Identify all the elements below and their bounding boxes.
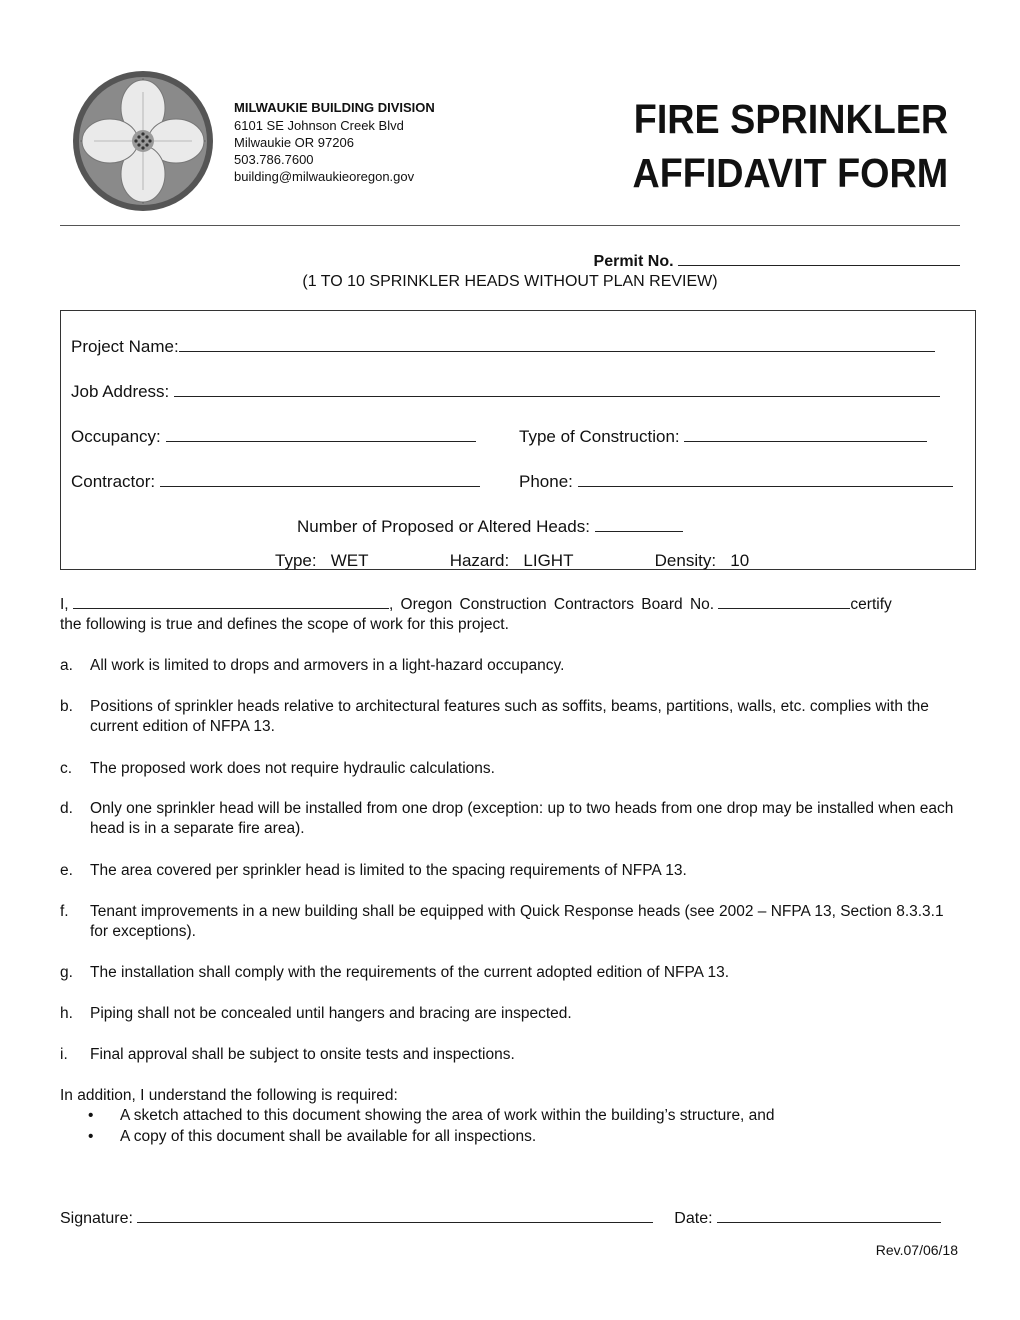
certify-prefix: I, bbox=[60, 596, 69, 613]
type-hazard-density-row bbox=[275, 551, 749, 571]
certify-line1 bbox=[60, 595, 960, 615]
item-text: Piping shall not be concealed until hangers and bracing are inspected. bbox=[90, 1005, 572, 1022]
item-text: All work is limited to drops and armovers in a light-hazard occupancy. bbox=[90, 657, 565, 674]
contractor-row bbox=[71, 472, 480, 492]
density-label: Density: bbox=[654, 551, 717, 570]
type-construction-row bbox=[519, 427, 927, 447]
occupancy-label: Occupancy: bbox=[71, 427, 161, 446]
organization-info bbox=[234, 99, 435, 185]
bullet-marker: • bbox=[88, 1107, 94, 1124]
type-label: Type: bbox=[275, 551, 317, 570]
certify-line2: the following is true and defines the scope of work for this project. bbox=[60, 616, 509, 633]
ccb-number-field[interactable] bbox=[718, 596, 850, 609]
occupancy-field[interactable] bbox=[166, 427, 476, 442]
signature-row bbox=[60, 1208, 941, 1228]
phone-row bbox=[519, 472, 953, 492]
hazard-label: Hazard: bbox=[449, 551, 510, 570]
type-value: WET bbox=[330, 551, 369, 570]
hazard-value: LIGHT bbox=[523, 551, 574, 570]
date-field[interactable] bbox=[717, 1208, 941, 1223]
form-subheading: (1 TO 10 SPRINKLER HEADS WITHOUT PLAN REVIEW) bbox=[302, 273, 718, 290]
project-info-box bbox=[60, 310, 976, 570]
item-text: The proposed work does not require hydraulic calculations. bbox=[90, 760, 495, 777]
job-address-row bbox=[71, 382, 940, 402]
heads-row bbox=[297, 517, 683, 537]
item-letter: h. bbox=[60, 1005, 73, 1022]
project-name-field[interactable] bbox=[179, 337, 935, 352]
dogwood-flower-logo bbox=[72, 70, 214, 212]
contractor-label: Contractor: bbox=[71, 472, 156, 491]
permit-label: Permit No. bbox=[593, 253, 674, 270]
org-name: MILWAUKIE BUILDING DIVISION bbox=[234, 100, 435, 115]
item-letter: d. bbox=[60, 800, 73, 817]
certifier-name-field[interactable] bbox=[73, 596, 389, 609]
signature-field[interactable] bbox=[137, 1208, 653, 1223]
item-letter: f. bbox=[60, 903, 69, 920]
permit-number bbox=[594, 251, 960, 271]
job-address-field[interactable] bbox=[174, 382, 940, 397]
occupancy-row bbox=[71, 427, 476, 447]
phone-field[interactable] bbox=[578, 472, 953, 487]
certify-middle: , Oregon Construction Contractors Board No. bbox=[388, 596, 715, 613]
item-letter: b. bbox=[60, 698, 73, 715]
project-name-row bbox=[71, 337, 935, 357]
item-letter: a. bbox=[60, 657, 73, 674]
item-letter: e. bbox=[60, 862, 73, 879]
bullet-text: A copy of this document shall be available for all inspections. bbox=[120, 1128, 537, 1145]
phone-label: Phone: bbox=[519, 472, 573, 491]
item-text: The installation shall comply with the requirements of the current adopted edition of NFPA 13. bbox=[90, 964, 730, 981]
header-divider bbox=[60, 225, 960, 226]
title-line1: FIRE SPRINKLER bbox=[633, 96, 948, 142]
org-email: building@milwaukieoregon.gov bbox=[234, 169, 415, 184]
type-construction-field[interactable] bbox=[684, 427, 927, 442]
addition-intro: In addition, I understand the following is required: bbox=[60, 1087, 398, 1104]
item-text: Tenant improvements in a new building shall be equipped with Quick Response heads (see 2002 – NFPA 13, Section 8.3.3.1 for exceptions). bbox=[90, 903, 944, 940]
signature-label: Signature: bbox=[60, 1210, 133, 1227]
certify-suffix: certify bbox=[850, 596, 892, 613]
job-address-label: Job Address: bbox=[71, 382, 170, 401]
org-phone: 503.786.7600 bbox=[234, 152, 314, 167]
item-letter: i. bbox=[60, 1046, 68, 1063]
title-line2: AFFIDAVIT FORM bbox=[632, 150, 948, 196]
density-value: 10 bbox=[730, 551, 750, 570]
item-letter: g. bbox=[60, 964, 73, 981]
org-address-line1: 6101 SE Johnson Creek Blvd bbox=[234, 118, 404, 133]
item-letter: c. bbox=[60, 760, 73, 777]
item-text: Only one sprinkler head will be installed from one drop (exception: up to two heads from one drop may be installed when each head is in a separate fire area). bbox=[90, 800, 954, 837]
type-construction-label: Type of Construction: bbox=[519, 427, 680, 446]
item-text: The area covered per sprinkler head is limited to the spacing requirements of NFPA 13. bbox=[90, 862, 687, 879]
form-title bbox=[632, 92, 948, 200]
bullet-text: A sketch attached to this document showing the area of work within the building’s structure, and bbox=[120, 1107, 775, 1124]
heads-label: Number of Proposed or Altered Heads: bbox=[297, 517, 590, 536]
project-name-label: Project Name: bbox=[71, 337, 179, 356]
heads-field[interactable] bbox=[595, 517, 683, 532]
permit-number-field[interactable] bbox=[678, 251, 960, 266]
org-address-line2: Milwaukie OR 97206 bbox=[234, 135, 354, 150]
item-text: Final approval shall be subject to onsite tests and inspections. bbox=[90, 1046, 515, 1063]
contractor-field[interactable] bbox=[160, 472, 480, 487]
date-label: Date: bbox=[674, 1210, 713, 1227]
revision-date: Rev.07/06/18 bbox=[875, 1242, 958, 1258]
item-text: Positions of sprinkler heads relative to architectural features such as soffits, beams, partitions, walls, etc. complies with the current edition of NFPA 13. bbox=[90, 698, 929, 735]
bullet-marker: • bbox=[88, 1128, 94, 1145]
